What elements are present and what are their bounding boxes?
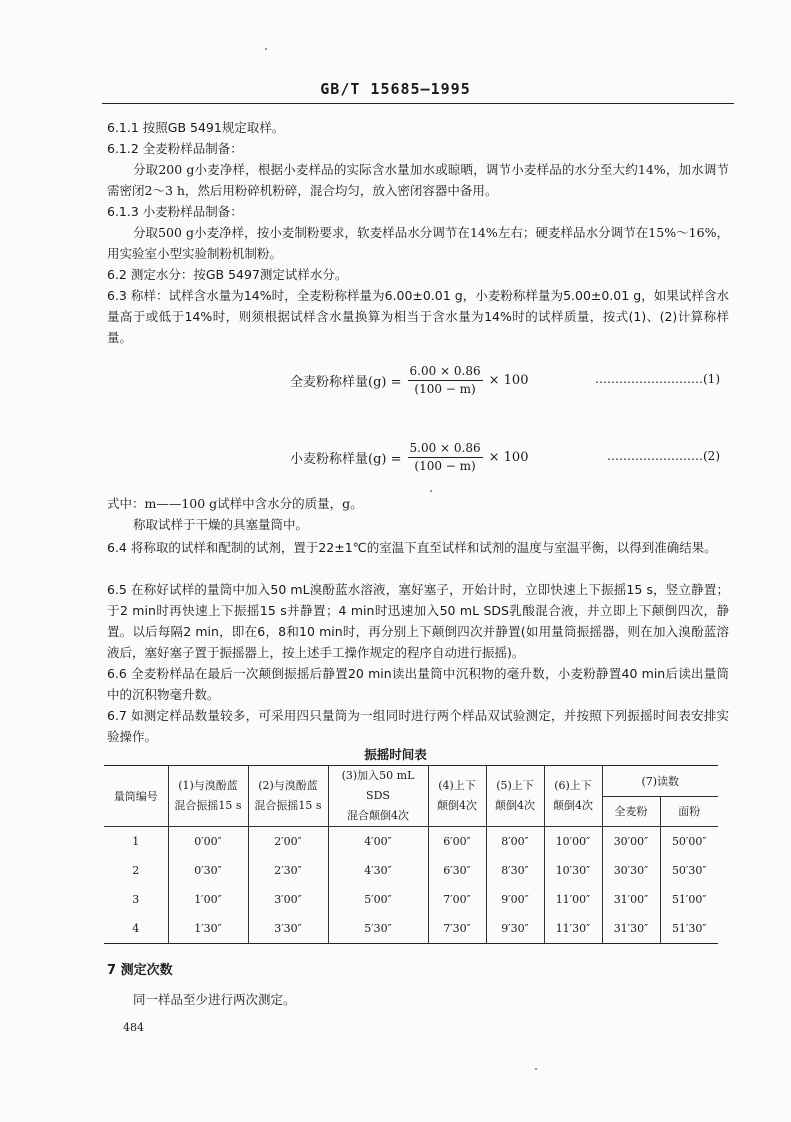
formula-1 bbox=[290, 360, 528, 400]
table-cell: 11′00″ bbox=[544, 885, 602, 914]
col-header-step2-line2: 混合振摇15 s bbox=[254, 799, 322, 812]
table-row bbox=[104, 914, 718, 944]
page-number: 484 bbox=[123, 1021, 144, 1034]
formula-1-rhs: × 100 bbox=[488, 372, 529, 388]
para-6-1-2: 6.1.2 全麦粉样品制备： bbox=[107, 141, 243, 156]
col-header-step6-line1: (6)上下 bbox=[554, 779, 592, 792]
table-title: 振摇时间表 bbox=[364, 747, 427, 762]
weigh-instruction: 称取试样于干燥的具塞量筒中。 bbox=[133, 517, 309, 532]
table-cell: 31′30″ bbox=[602, 914, 660, 944]
table-row bbox=[104, 827, 718, 857]
table-cell: 5′00″ bbox=[328, 885, 428, 914]
table-cell: 1 bbox=[132, 835, 140, 848]
table-cell: 10′00″ bbox=[544, 827, 602, 857]
table-cell: 5′30″ bbox=[328, 914, 428, 944]
table-cell: 2 bbox=[132, 864, 140, 877]
table-row bbox=[104, 856, 718, 885]
para-6-7: 6.7 如测定样品数量较多，可采用四只量筒为一组同时进行两个样品双试验测定，并按照下列振摇时间表安排实验操作。 bbox=[107, 708, 729, 744]
table-cell: 2′00″ bbox=[248, 827, 328, 857]
col-header-step6 bbox=[544, 766, 602, 827]
table-cell: 50′00″ bbox=[660, 827, 718, 857]
col-header-step3-line1: (3)加入50 mL SDS bbox=[341, 769, 415, 802]
para-6-3: 6.3 称样：试样含水量为14%时，全麦粉称样量为6.00±0.01 g，小麦粉称样量为5.00±0.01 g，如果试样含水量高于或低于14%时，则须根据试样含水量换算为相当于含水量为14%时的试样质量，按式(1)、(2)计算称样量。 bbox=[107, 288, 729, 345]
para-6-6: 6.6 全麦粉样品在最后一次颠倒振摇后静置20 min读出量筒中沉积物的毫升数，小麦粉静置40 min后读出量筒中的沉积物毫升数。 bbox=[107, 666, 729, 702]
table-cell: 30′00″ bbox=[602, 827, 660, 857]
table-cell: 50′30″ bbox=[660, 856, 718, 885]
table-cell: 0′30″ bbox=[168, 856, 248, 885]
table-cell: 6′30″ bbox=[428, 856, 486, 885]
col-header-step4-line2: 颠倒4次 bbox=[437, 799, 477, 812]
para-6-1-2-body: 分取200 g小麦净样，根据小麦样品的实际含水量加水或晾晒，调节小麦样品的水分至大约14%，加水调节需密闭2～3 h，然后用粉碎机粉碎，混合均匀，放入密闭容器中备用。 bbox=[107, 162, 729, 198]
formula-1-numerator: 6.00 × 0.86 bbox=[408, 364, 483, 381]
col-header-step5 bbox=[486, 766, 544, 827]
formula-2-fraction bbox=[408, 441, 483, 473]
col-header-flour: 面粉 bbox=[660, 796, 718, 827]
formula-1-lhs: 全麦粉称样量(g) = bbox=[290, 374, 402, 390]
para-6-4: 6.4 将称取的试样和配制的试剂，置于22±1℃的室温下直至试样和试剂的温度与室温平衡，以得到准确结果。 bbox=[107, 540, 717, 555]
col-header-reading: (7)读数 bbox=[602, 766, 718, 797]
col-header-step2 bbox=[248, 766, 328, 827]
table-cell: 3′00″ bbox=[248, 885, 328, 914]
table-cell: 9′30″ bbox=[486, 914, 544, 944]
where-clause: 式中：m——100 g试样中含水分的质量，g。 bbox=[107, 496, 363, 511]
header-rule bbox=[102, 103, 734, 104]
table-cell: 4 bbox=[132, 922, 140, 935]
formula-2-denominator: (100 − m) bbox=[414, 459, 476, 473]
table-cell: 30′30″ bbox=[602, 856, 660, 885]
para-6-5: 6.5 在称好试样的量筒中加入50 mL溴酚蓝水溶液，塞好塞子，开始计时，立即快速上下振摇15 s，竖立静置；于2 min时再快速上下振摇15 s并静置；4 min时迅速加入50 mL SDS乳酸混合液，并立即上下颠倒四次，静置。以后每隔2 min，即在6，8和10 min时，再分别上下颠倒四次并静置(如用量筒振摇器，则在加入溴酚蓝溶液后，塞好塞子置于振摇器上，按上述手工操作规定的程序自动进行振摇)。 bbox=[107, 582, 729, 660]
col-header-step2-line1: (2)与溴酚蓝 bbox=[258, 779, 318, 792]
table-cell: 7′30″ bbox=[428, 914, 486, 944]
col-header-step1-line1: (1)与溴酚蓝 bbox=[178, 779, 238, 792]
formula-1-fraction bbox=[408, 364, 483, 396]
table-body bbox=[104, 827, 718, 944]
table-cell: 6′00″ bbox=[428, 827, 486, 857]
para-6-1-3-body: 分取500 g小麦净样，按小麦制粉要求，软麦样品水分调节在14%左右；硬麦样品水分调节在15%～16%，用实验室小型实验制粉机制粉。 bbox=[107, 225, 729, 261]
col-header-step3-line2: 混合颠倒4次 bbox=[347, 809, 409, 822]
formula-2-numerator: 5.00 × 0.86 bbox=[408, 441, 483, 458]
col-header-step4-line1: (4)上下 bbox=[438, 779, 476, 792]
para-6-2: 6.2 测定水分：按GB 5497测定试样水分。 bbox=[107, 267, 348, 282]
table-cell: 8′30″ bbox=[486, 856, 544, 885]
scan-speck bbox=[430, 490, 432, 492]
col-header-step1 bbox=[168, 766, 248, 827]
section-7-body: 同一样品至少进行两次测定。 bbox=[133, 992, 296, 1007]
section-7-heading: 7 测定次数 bbox=[107, 963, 173, 978]
table-cell: 3 bbox=[132, 893, 140, 906]
table-cell: 4′00″ bbox=[328, 827, 428, 857]
col-header-step3 bbox=[328, 766, 428, 827]
formula-1-denominator: (100 − m) bbox=[414, 382, 476, 396]
para-6-1-1: 6.1.1 按照GB 5491规定取样。 bbox=[107, 120, 285, 135]
col-header-cylinder: 量筒编号 bbox=[104, 766, 168, 827]
table-cell: 3′30″ bbox=[248, 914, 328, 944]
table-cell: 10′30″ bbox=[544, 856, 602, 885]
col-header-step4 bbox=[428, 766, 486, 827]
scan-speck bbox=[535, 1068, 537, 1070]
formula-2-number: ……………………(2) bbox=[607, 449, 720, 463]
col-header-step6-line2: 颠倒4次 bbox=[553, 799, 593, 812]
table-row bbox=[104, 885, 718, 914]
formula-2 bbox=[290, 437, 528, 477]
table-cell: 11′30″ bbox=[544, 914, 602, 944]
formula-1-number: ………………………(1) bbox=[595, 372, 720, 386]
table-cell: 1′30″ bbox=[168, 914, 248, 944]
table-cell: 31′00″ bbox=[602, 885, 660, 914]
table-cell: 51′00″ bbox=[660, 885, 718, 914]
col-header-whole-wheat: 全麦粉 bbox=[602, 796, 660, 827]
table-cell: 1′00″ bbox=[168, 885, 248, 914]
table-cell: 4′30″ bbox=[328, 856, 428, 885]
table-cell: 51′30″ bbox=[660, 914, 718, 944]
formula-2-rhs: × 100 bbox=[488, 449, 529, 465]
table-cell: 0′00″ bbox=[168, 827, 248, 857]
table-cell: 2′30″ bbox=[248, 856, 328, 885]
table-cell: 8′00″ bbox=[486, 827, 544, 857]
standard-header: GB/T 15685—1995 bbox=[320, 80, 471, 98]
col-header-step5-line2: 颠倒4次 bbox=[495, 799, 535, 812]
scan-speck bbox=[265, 48, 267, 50]
table-cell: 9′00″ bbox=[486, 885, 544, 914]
col-header-step5-line1: (5)上下 bbox=[496, 779, 534, 792]
formula-2-lhs: 小麦粉称样量(g) = bbox=[290, 451, 402, 467]
shaking-schedule-table bbox=[104, 765, 718, 944]
col-header-step1-line2: 混合振摇15 s bbox=[174, 799, 242, 812]
para-6-1-3: 6.1.3 小麦粉样品制备： bbox=[107, 204, 243, 219]
table-cell: 7′00″ bbox=[428, 885, 486, 914]
